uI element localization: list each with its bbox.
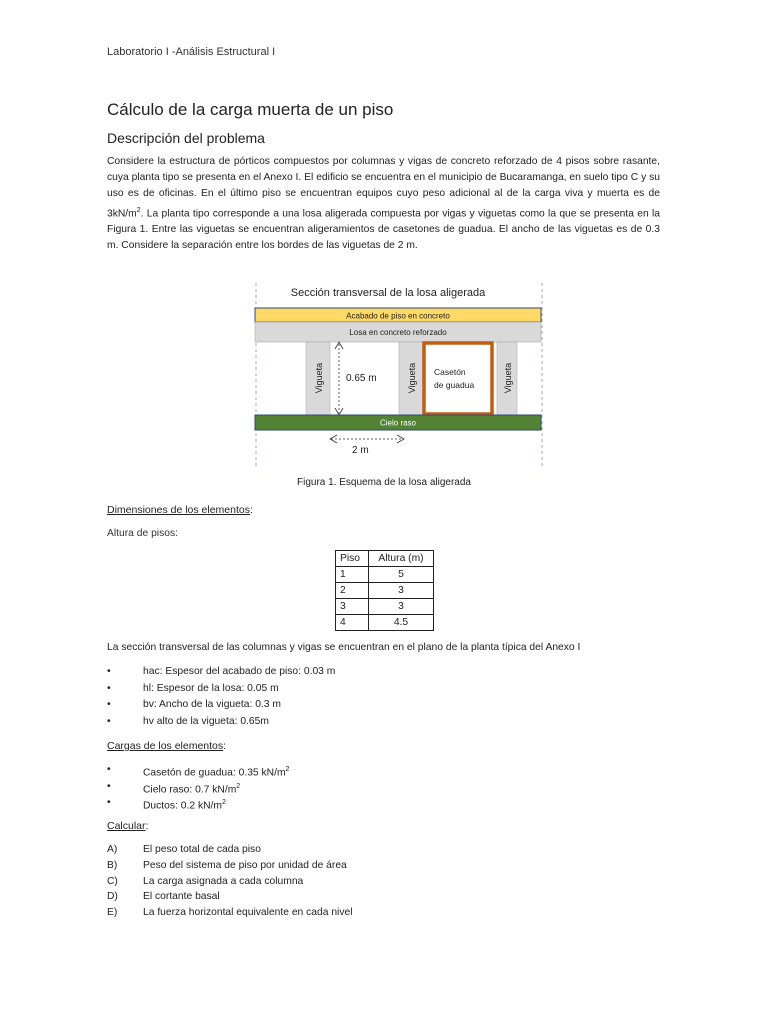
loads-heading: Cargas de los elementos: bbox=[107, 740, 227, 752]
table-cell-piso: 4 bbox=[336, 615, 369, 631]
table-row bbox=[336, 567, 434, 583]
list-item bbox=[107, 905, 353, 921]
load-sup: 2 bbox=[285, 766, 290, 773]
table-cell-altura: 5 bbox=[369, 567, 434, 583]
table-header-piso: Piso bbox=[336, 551, 369, 567]
vigueta-middle-label: Vigueta bbox=[407, 362, 417, 394]
item-letter: A) bbox=[107, 844, 118, 855]
vigueta-right-label: Vigueta bbox=[503, 362, 513, 394]
figure-caption: Figura 1. Esquema de la losa aligerada bbox=[297, 477, 471, 488]
page-header: Laboratorio I -Análisis Estructural I bbox=[107, 46, 276, 58]
acabado-label: Acabado de piso en concreto bbox=[346, 311, 450, 321]
list-item bbox=[107, 874, 353, 890]
item-text: El peso total de cada piso bbox=[143, 844, 261, 855]
item-text: Peso del sistema de piso por unidad de área bbox=[143, 859, 347, 871]
table-cell-altura: 4.5 bbox=[369, 615, 434, 631]
width-label: 2 m bbox=[352, 445, 369, 456]
item-letter: D) bbox=[107, 891, 118, 903]
caseton-box bbox=[424, 343, 492, 414]
loads-heading-text: Cargas de los elementos bbox=[107, 740, 224, 752]
page-title: Cálculo de la carga muerta de un piso bbox=[107, 100, 394, 119]
item-letter: B) bbox=[107, 859, 118, 871]
list-item bbox=[107, 762, 289, 779]
problem-heading: Descripción del problema bbox=[107, 130, 265, 146]
list-item bbox=[107, 795, 289, 812]
item-letter: C) bbox=[107, 875, 118, 887]
list-item bbox=[107, 779, 289, 796]
cielo-label: Cielo raso bbox=[379, 418, 417, 428]
load-text: Cielo raso: 0.7 kN/m bbox=[143, 783, 237, 795]
table-row bbox=[336, 615, 434, 631]
figure-title: Sección transversal de la losa aligerada bbox=[290, 287, 486, 299]
item-text: La carga asignada a cada columna bbox=[143, 875, 304, 887]
table-row bbox=[336, 599, 434, 615]
calculate-list bbox=[107, 842, 353, 921]
list-item bbox=[107, 842, 353, 858]
section-note: La sección transversal de las columnas y vigas se encuentran en el plano de la planta típica del Anexo I bbox=[107, 642, 581, 653]
list-item bbox=[107, 858, 353, 874]
problem-text-part1: Considere la estructura de pórticos compuestos por columnas y vigas de concreto reforzado de 4 pisos sobre rasante, cuya planta tipo se presenta en el Anexo I. El edificio se encuentra en el municipio de Bucaramanga, en suelo tipo C y su uso es de oficinas. En el último piso se encuentran equipos cuyo peso adicional al de la carga viva y muerta es de 3kN/m bbox=[107, 156, 660, 220]
table-header-altura: Altura (m) bbox=[369, 551, 434, 567]
table-cell-altura: 3 bbox=[369, 599, 434, 615]
caseton-label-line2: de guadua bbox=[434, 380, 475, 390]
problem-text-sup: 2 bbox=[136, 206, 141, 214]
problem-text-part2: . La planta tipo corresponde a una losa aligerada compuesta por vigas y viguetas como la que se presenta en la Figura 1. Entre las viguetas se encuentran aligeramientos de casetones de guadua. El ancho de las viguetas es de 0.3 m. Considere la separación entre los bordes de las viguetas de 2 m. bbox=[107, 208, 660, 252]
table-cell-altura: 3 bbox=[369, 583, 434, 599]
item-letter: E) bbox=[107, 907, 118, 919]
load-sup: 2 bbox=[236, 782, 241, 790]
table-header-row bbox=[336, 551, 434, 567]
table-row bbox=[336, 583, 434, 599]
dimensions-heading-text: Dimensiones de los elementos bbox=[107, 504, 250, 516]
item-text: El cortante basal bbox=[143, 891, 220, 903]
losa-label: Losa en concreto reforzado bbox=[349, 328, 447, 337]
loads-list bbox=[107, 762, 289, 812]
table-cell-piso: 3 bbox=[336, 599, 369, 615]
item-text: La fuerza horizontal equivalente en cada nivel bbox=[143, 907, 353, 919]
floor-heights-label: Altura de pisos: bbox=[107, 528, 178, 539]
calculate-heading: Calcular: bbox=[107, 820, 149, 832]
calculate-heading-text: Calcular bbox=[107, 820, 146, 832]
slab-section-figure bbox=[253, 280, 545, 466]
dimension-list bbox=[107, 664, 335, 730]
list-item: • bv: Ancho de la vigueta: 0.3 m bbox=[107, 697, 335, 714]
list-item: • hv alto de la vigueta: 0.65m bbox=[107, 714, 335, 731]
problem-description bbox=[107, 154, 660, 255]
table-cell-piso: 2 bbox=[336, 583, 369, 599]
list-item: • hac: Espesor del acabado de piso: 0.03 m bbox=[107, 664, 335, 681]
floor-heights-table bbox=[335, 550, 434, 631]
caseton-label-line1: Casetón bbox=[434, 367, 466, 377]
list-item: • hl: Espesor de la losa: 0.05 m bbox=[107, 681, 335, 698]
load-text: Ductos: 0.2 kN/m bbox=[143, 800, 222, 812]
vigueta-left-label: Vigueta bbox=[314, 362, 324, 394]
list-item bbox=[107, 889, 353, 905]
table-cell-piso: 1 bbox=[336, 567, 369, 583]
load-text: Casetón de guadua: 0.35 kN/m bbox=[143, 767, 286, 779]
dimensions-heading: Dimensiones de los elementos: bbox=[107, 504, 253, 516]
height-label: 0.65 m bbox=[346, 373, 377, 384]
load-sup: 2 bbox=[221, 799, 226, 806]
